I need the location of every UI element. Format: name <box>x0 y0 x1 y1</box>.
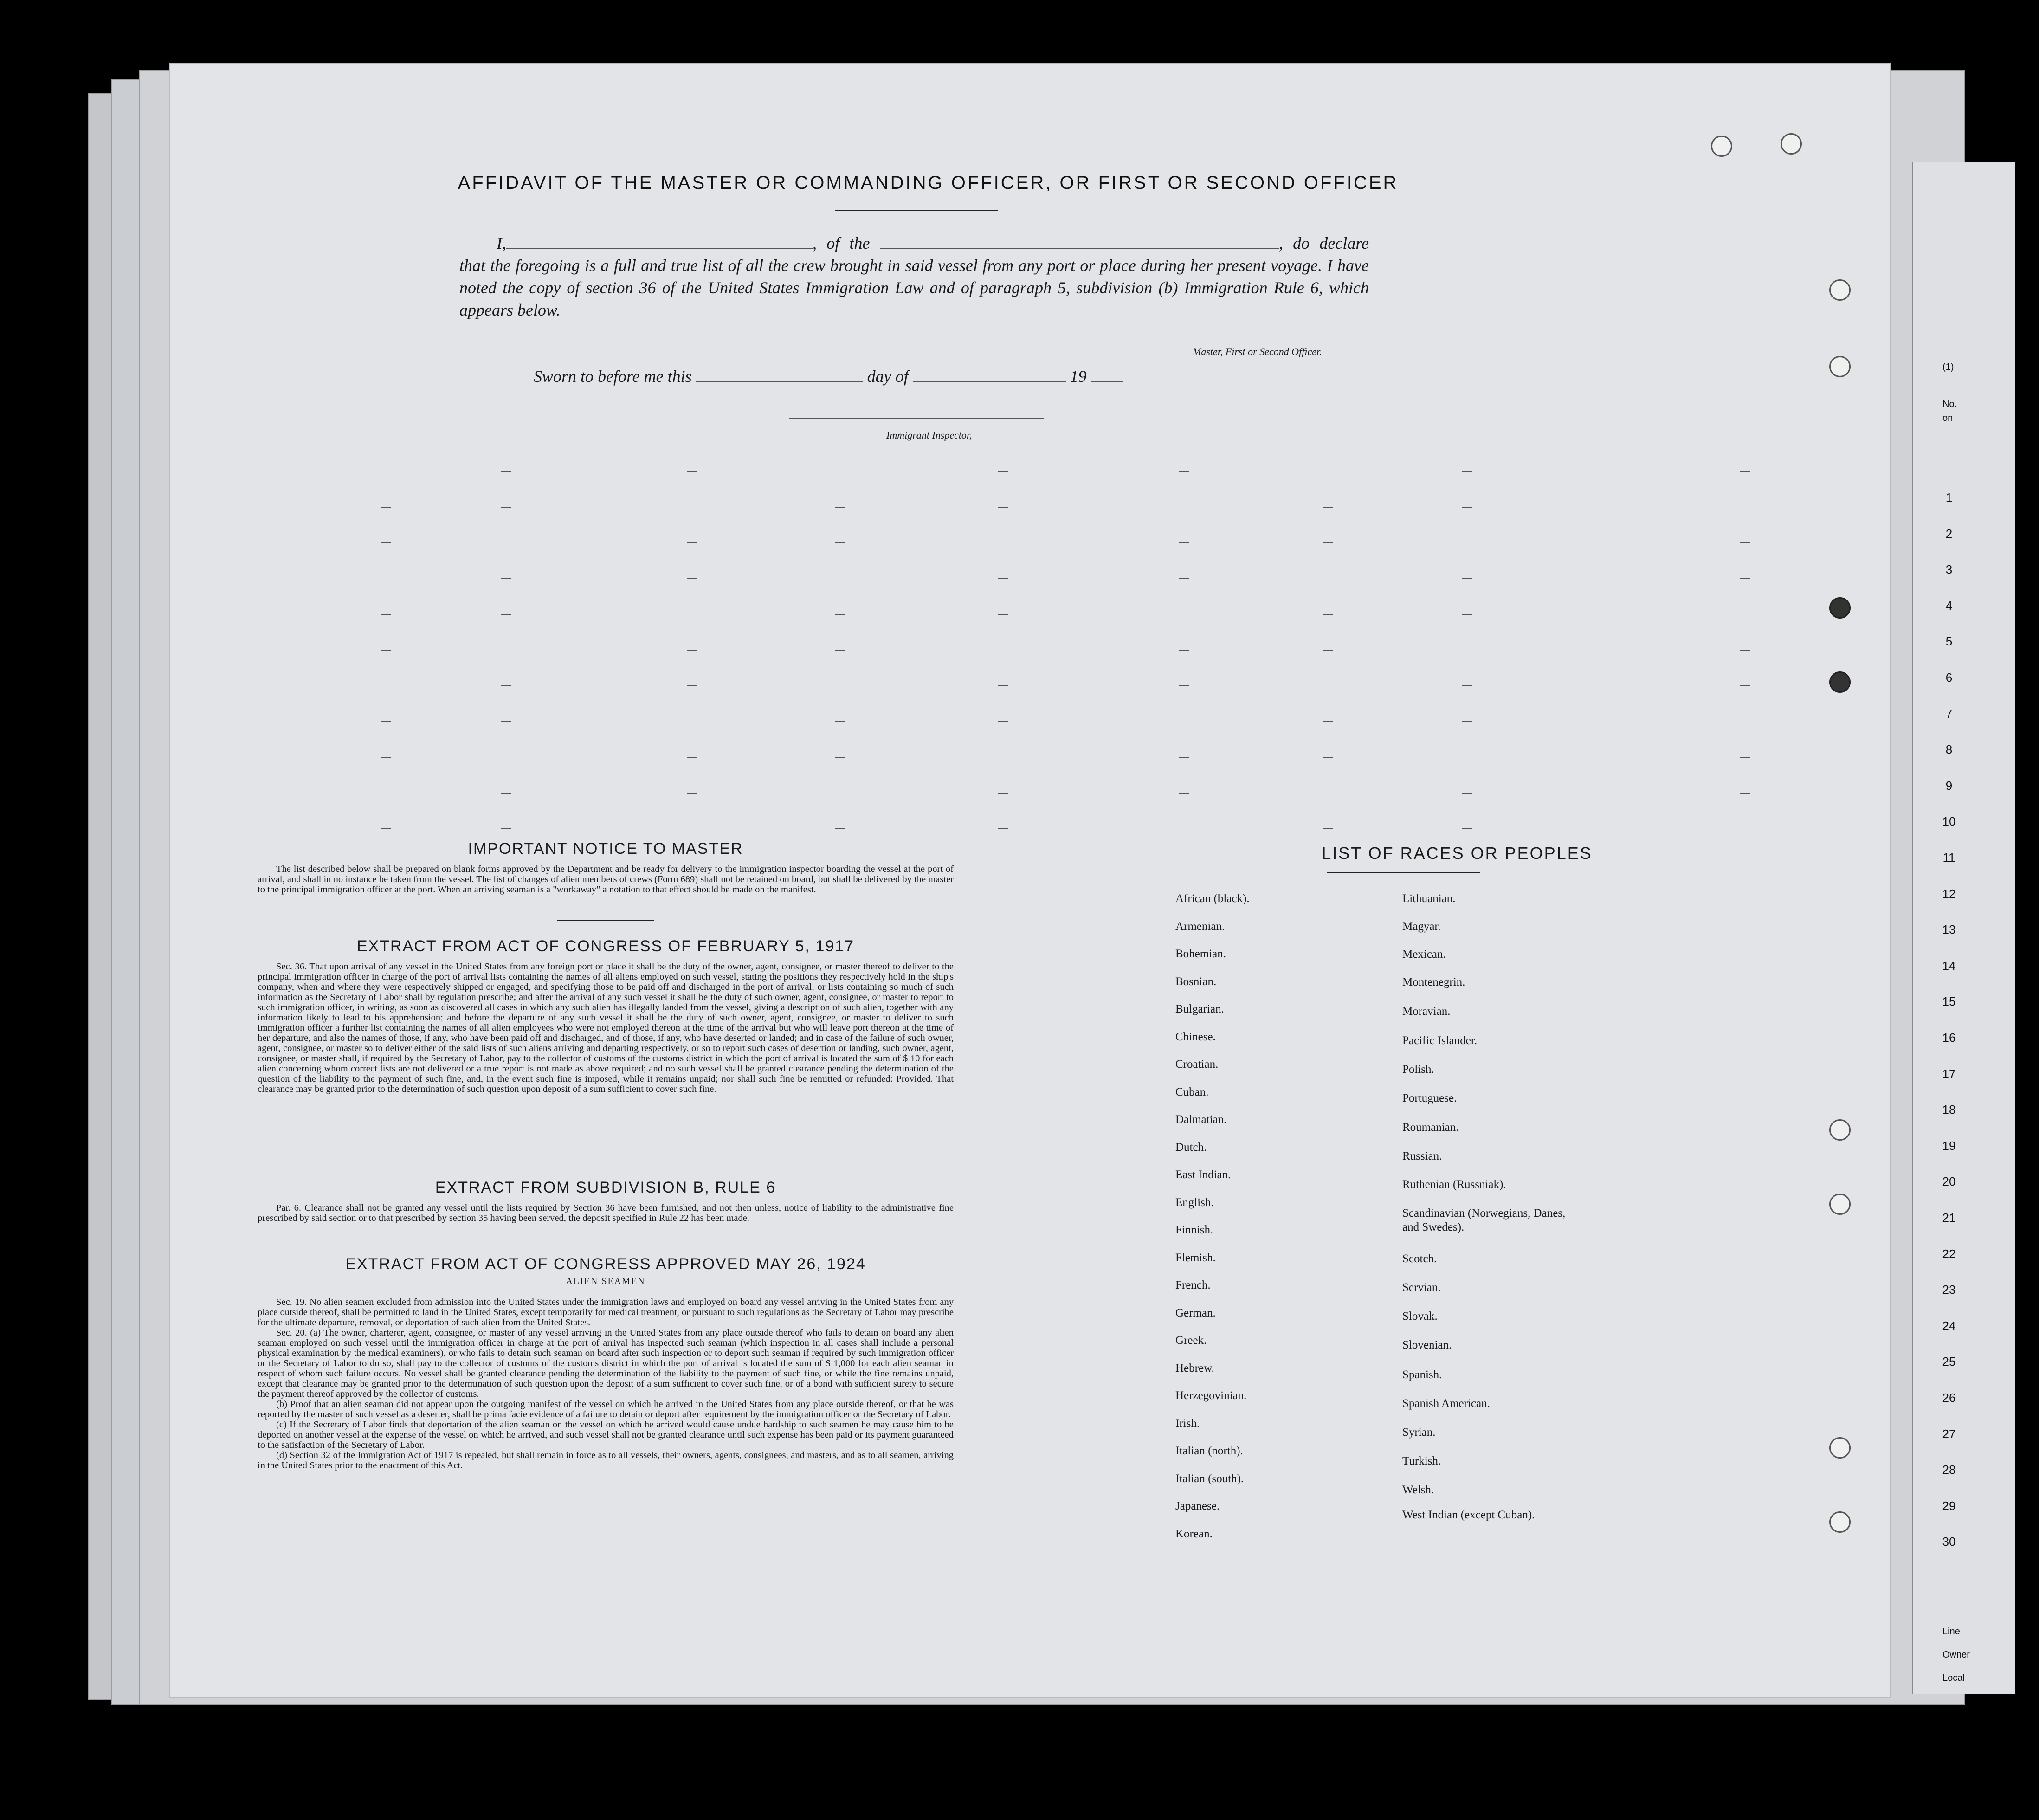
side-header-label: (1) <box>1942 362 1954 372</box>
extract-1917-title: EXTRACT FROM ACT OF CONGRESS OF FEBRUARY 5, 1917 <box>356 937 855 955</box>
title-underline <box>835 210 998 211</box>
ruled-dash <box>998 721 1008 722</box>
race-item: Servian. <box>1402 1281 1441 1294</box>
race-item: Magyar. <box>1402 920 1441 933</box>
ruled-dash <box>501 685 511 686</box>
affidavit-body: that the foregoing is a full and true list of all the crew brought in said vessel from any port or place during her present voyage. I have noted the copy of section 36 of the United States Immigration Law and of paragraph 5, subdivision (b) Immigration Rule 6, which appears below. <box>459 256 1369 319</box>
affidavit-do-declare: , do declare <box>1278 234 1369 252</box>
side-row-number: 22 <box>1942 1246 1956 1261</box>
race-item: Japanese. <box>1175 1500 1220 1512</box>
race-item: Spanish. <box>1402 1368 1442 1381</box>
race-item: English. <box>1175 1196 1214 1209</box>
race-item: East Indian. <box>1175 1168 1231 1181</box>
ruled-dash <box>1323 721 1333 722</box>
race-item: Chinese. <box>1175 1030 1216 1043</box>
sworn-day-blank[interactable] <box>696 367 863 382</box>
race-item: Pacific Islander. <box>1402 1034 1478 1047</box>
race-item: Mexican. <box>1402 948 1446 961</box>
race-item: Portuguese. <box>1402 1092 1457 1104</box>
side-row-number: 24 <box>1942 1318 1956 1333</box>
side-row-number: 17 <box>1942 1066 1956 1081</box>
ruled-dash <box>1179 685 1189 686</box>
ruled-dash <box>1740 757 1750 758</box>
punch-hole <box>1829 597 1851 619</box>
ruled-dash <box>1179 578 1189 579</box>
ruled-dash <box>835 828 845 829</box>
ruled-dash <box>998 828 1008 829</box>
ruled-dash <box>1323 507 1333 508</box>
ruled-dash <box>998 614 1008 615</box>
ruled-dash <box>1323 828 1333 829</box>
race-item: Dalmatian. <box>1175 1113 1227 1126</box>
ruled-dash <box>501 614 511 615</box>
races-title: LIST OF RACES OR PEOPLES <box>1322 844 1593 863</box>
race-item: Irish. <box>1175 1417 1200 1430</box>
alien-seamen-subtitle: ALIEN SEAMEN <box>566 1276 645 1286</box>
ruled-dash <box>1740 685 1750 686</box>
race-item: Turkish. <box>1402 1455 1441 1467</box>
vessel-blank[interactable] <box>880 234 1279 249</box>
punch-hole <box>1829 356 1851 377</box>
ruled-dash <box>1462 578 1472 579</box>
side-row-number: 19 <box>1942 1138 1956 1153</box>
race-item: Roumanian. <box>1402 1121 1459 1134</box>
ruled-dash <box>687 542 697 543</box>
race-item: Cuban. <box>1175 1085 1209 1098</box>
side-row-number: 1 <box>1945 490 1953 504</box>
ruled-dash <box>501 828 511 829</box>
ruled-dash <box>687 471 697 472</box>
ruled-dash <box>1323 757 1333 758</box>
ruled-dash <box>835 721 845 722</box>
side-footer-label: Owner <box>1942 1650 1970 1660</box>
race-item: Italian (south). <box>1175 1472 1244 1485</box>
side-row-number: 21 <box>1942 1211 1956 1225</box>
ruled-dash <box>835 757 845 758</box>
punch-hole <box>1829 279 1851 301</box>
side-row-number: 15 <box>1942 994 1956 1009</box>
extract-1924-paragraph: Sec. 20. (a) The owner, charterer, agent, consignee, or master of any vessel arriving in the United States from any place outside thereof who fails to detain on board any alien seaman employed on such vessel until the immigration officer in charge at the port of arrival has inspected such seaman (which inspection in all cases shall include a personal physical examination by the medical examiners), or who fails to detain such seaman on board after such inspection or to deport such seaman if required by such immigration officer or the Secretary of Labor to do so, shall pay to the collector of customs of the customs district in which the port of arrival is located the sum of $ 1,000 for each alien seaman in respect of whom such failure occurs. No vessel shall be granted clearance pending the determination of the liability to the payment of such fine, or while the fine remains unpaid, except that clearance may be granted prior to the determination of such question upon the deposit of a sum sufficient to cover such fine, or of a bond with sufficient surety to secure the payment thereof approved by the collector of customs. <box>258 1328 954 1399</box>
side-row-number: 12 <box>1942 886 1956 901</box>
race-item: Hebrew. <box>1175 1362 1214 1375</box>
day-of-text: day of <box>867 367 909 386</box>
punch-hole <box>1829 1119 1851 1141</box>
side-row-number: 4 <box>1945 598 1953 613</box>
punch-hole <box>1829 671 1851 693</box>
extract-1924-text <box>258 1297 954 1471</box>
race-item: Russian. <box>1402 1150 1442 1162</box>
extract-1924-paragraph: (d) Section 32 of the Immigration Act of 1917 is repealed, but shall remain in force as to all vessels, their owners, agents, consignees, and masters, and as to all seamen, arriving in the United States prior to the enactment of this Act. <box>258 1450 954 1471</box>
ruled-dash <box>835 650 845 651</box>
ruled-dash <box>1462 471 1472 472</box>
ruled-dash <box>1179 793 1189 794</box>
extract-rule6-paragraph: Par. 6. Clearance shall not be granted any vessel until the lists required by Section 36 have been furnished, and not then unless, notice of liability to the administrative fine prescribed by said section or to that prescribed by section 35 having been served, the deposit specified in Rule 22 has been made. <box>258 1203 954 1223</box>
ruled-dash <box>381 721 391 722</box>
extract-1917-text <box>258 962 954 1094</box>
side-row-number: 26 <box>1942 1391 1956 1405</box>
ruled-dash <box>998 507 1008 508</box>
affidavit-of-the: , of the <box>813 234 870 252</box>
side-manifest-sheet <box>1912 162 2015 1694</box>
ruled-dash <box>381 542 391 543</box>
side-row-number: 6 <box>1945 671 1953 684</box>
races-underline <box>1327 872 1480 873</box>
side-row-number: 25 <box>1942 1355 1956 1369</box>
race-item: Greek. <box>1175 1334 1207 1347</box>
ruled-dash <box>1323 650 1333 651</box>
side-row-number: 29 <box>1942 1498 1956 1513</box>
ruled-dash <box>1462 507 1472 508</box>
ruled-dash <box>1740 542 1750 543</box>
extract-1924-paragraph: (b) Proof that an alien seaman did not appear upon the outgoing manifest of the vessel on which he arrived in the United States from any place outside thereof, or that he was reported by the master of such vessel as a deserter, shall be prima facie evidence of a failure to detain or deport after requirement by the immigration officer or the Secretary of Labor. <box>258 1399 954 1420</box>
extract-rule6-text <box>258 1203 954 1223</box>
race-item: Bohemian. <box>1175 948 1226 960</box>
race-item: Moravian. <box>1402 1005 1451 1018</box>
side-row-number: 23 <box>1942 1283 1956 1297</box>
race-item: Scandinavian (Norwegians, Danes, and Swedes). <box>1402 1207 1566 1233</box>
ruled-dash <box>687 793 697 794</box>
ruled-dash <box>1179 757 1189 758</box>
ruled-dash <box>835 614 845 615</box>
extract-1924-title: EXTRACT FROM ACT OF CONGRESS APPROVED MAY 26, 1924 <box>345 1255 866 1273</box>
ruled-dash <box>381 828 391 829</box>
ruled-dash <box>501 471 511 472</box>
race-item: Italian (north). <box>1175 1445 1243 1457</box>
side-row-number: 30 <box>1942 1535 1956 1549</box>
side-row-number: 13 <box>1942 923 1956 937</box>
ruled-dash <box>501 507 511 508</box>
ruled-dash <box>998 793 1008 794</box>
sworn-text: Sworn to before me this <box>534 367 692 386</box>
ruled-dash <box>1179 542 1189 543</box>
ruled-dash <box>687 650 697 651</box>
affidavit-title: AFFIDAVIT OF THE MASTER OR COMMANDING OFFICER, OR FIRST OR SECOND OFFICER <box>458 173 1399 193</box>
ruled-dash <box>1179 471 1189 472</box>
name-blank[interactable] <box>506 234 813 249</box>
race-item: Syrian. <box>1402 1426 1436 1439</box>
side-row-number: 10 <box>1942 814 1956 829</box>
extract-rule6-title: EXTRACT FROM SUBDIVISION B, RULE 6 <box>435 1179 776 1196</box>
side-row-number: 11 <box>1942 851 1955 865</box>
affidavit-text <box>459 232 1369 321</box>
side-footer-label: Local <box>1942 1673 1965 1683</box>
race-item: Finnish. <box>1175 1224 1213 1236</box>
race-item: African (black). <box>1175 892 1250 905</box>
race-item: Croatian. <box>1175 1058 1219 1071</box>
inspector-signature-line <box>789 418 1044 419</box>
ruled-dash <box>501 578 511 579</box>
race-item: Slovenian. <box>1402 1339 1452 1351</box>
side-row-number: 9 <box>1945 778 1953 793</box>
side-row-number: 5 <box>1945 634 1953 649</box>
ruled-dash <box>687 578 697 579</box>
side-row-number: 18 <box>1942 1103 1956 1117</box>
year-text: 19 <box>1070 367 1087 386</box>
ruled-dash <box>381 614 391 615</box>
ruled-dash <box>1740 650 1750 651</box>
ruled-dash <box>1740 793 1750 794</box>
ruled-dash <box>1462 614 1472 615</box>
ruled-dash <box>1740 471 1750 472</box>
ruled-dash <box>998 578 1008 579</box>
ruled-dash <box>501 793 511 794</box>
ruled-dash <box>1179 650 1189 651</box>
ruled-dash <box>1323 542 1333 543</box>
master-signature-label: Master, First or Second Officer. <box>1193 346 1322 357</box>
race-item: Slovak. <box>1402 1310 1438 1323</box>
race-item: Welsh. <box>1402 1484 1434 1496</box>
side-row-number: 8 <box>1945 742 1953 757</box>
ruled-dash <box>381 757 391 758</box>
affidavit-i: I, <box>497 234 506 252</box>
race-item: Bosnian. <box>1175 975 1217 988</box>
ruled-dash <box>1740 578 1750 579</box>
ruled-dash <box>835 507 845 508</box>
notice-title: IMPORTANT NOTICE TO MASTER <box>468 840 743 858</box>
race-item: Armenian. <box>1175 920 1225 933</box>
side-row-number: 28 <box>1942 1463 1956 1477</box>
race-item: Spanish American. <box>1402 1397 1490 1410</box>
ruled-dash <box>835 542 845 543</box>
ruled-dash <box>1462 793 1472 794</box>
race-item: Polish. <box>1402 1063 1434 1076</box>
race-item: German. <box>1175 1306 1216 1319</box>
ruled-dash <box>687 685 697 686</box>
side-header-label: on <box>1942 413 1953 423</box>
punch-hole <box>1829 1194 1851 1215</box>
punch-hole <box>1829 1511 1851 1533</box>
notice-rule <box>557 920 654 921</box>
ruled-dash <box>381 650 391 651</box>
extract-1924-paragraph: Sec. 19. No alien seamen excluded from admission into the United States under the immigration laws and employed on board any vessel arriving in the United States from any place outside thereof, shall be permitted to land in the United States, except temporarily for medical treatment, or pursuant to such regulations as the Secretary of Labor may prescribe for the ultimate departure, removal, or deportation of such alien from the United States. <box>258 1297 954 1328</box>
ruled-dash <box>1323 614 1333 615</box>
race-item: Herzegovinian. <box>1175 1389 1247 1402</box>
ruled-dash <box>1462 828 1472 829</box>
ruled-dash <box>501 721 511 722</box>
side-row-number: 14 <box>1942 958 1956 973</box>
sworn-line <box>534 367 1123 386</box>
extract-1924-paragraph: (c) If the Secretary of Labor finds that deportation of the alien seaman on the vessel on which he arrived would cause undue hardship to such seamen he may cause him to be deported on another vessel at the expense of the vessel on which he arrived, and such vessel shall not be granted clearance until such expense has been paid or its payment guaranteed to the satisfaction of the Secretary of Labor. <box>258 1420 954 1450</box>
race-item: West Indian (except Cuban). <box>1402 1509 1535 1521</box>
ruled-dash <box>381 507 391 508</box>
race-item: Dutch. <box>1175 1141 1207 1154</box>
punch-hole <box>1781 133 1802 155</box>
race-item: Scotch. <box>1402 1252 1437 1265</box>
side-footer-label: Line <box>1942 1626 1960 1637</box>
ruled-dash <box>1462 685 1472 686</box>
race-item: Flemish. <box>1175 1251 1216 1264</box>
extract-1917-paragraph: Sec. 36. That upon arrival of any vessel in the United States from any foreign port or place it shall be the duty of the owner, agent, consignee, or master thereof to deliver to the principal immigration officer in charge of the port of arrival lists containing the names of all aliens employed on such vessel, stating the positions they respectively hold in the ship's company, when and where they were respectively shipped or engaged, and specifying those to be paid off and discharged in the port of arrival; or lists containing so much of such information as the Secretary of Labor shall by regulation prescribe; and after the arrival of any such vessel it shall be the duty of such owner, agent, consignee, or master to report to such immigration officer, in writing, as soon as discovered all cases in which any such alien has illegally landed from the vessel, giving a description of such alien, together with any information likely to lead to his apprehension; and before the departure of any such vessel it shall be the duty of such owner, agent, consignee, or master to deliver to such immigration officer a further list containing the names of all alien employees who were not employed thereon at the time of the arrival but who will leave port thereon at the time of her departure, and also the names of those, if any, who have been paid off and discharged, and of those, if any, who have deserted or landed; and in case of the failure of such owner, agent, consignee, or master so to deliver either of the said lists of such aliens arriving and departing respectively, or so to report such cases of desertion or landing, such owner, agent, consignee, or master shall, if required by the Secretary of Labor, pay to the collector of customs of the customs district in which the port of arrival is located the sum of $ 10 for each alien concerning whom correct lists are not delivered or a true report is not made as above required; and no such vessel shall be granted clearance pending the determination of the question of the liability to the payment of such fine, and, in the event such fine is imposed, while it remains unpaid; nor shall such fine be remitted or refunded: Provided. That clearance may be granted prior to the determination of such question upon deposit of a sum sufficient to cover such fine. <box>258 962 954 1094</box>
race-item: French. <box>1175 1279 1211 1291</box>
ruled-dash <box>998 471 1008 472</box>
ruled-dash <box>998 685 1008 686</box>
side-row-number: 2 <box>1945 526 1953 541</box>
side-row-number: 16 <box>1942 1031 1956 1045</box>
notice-text <box>258 864 954 895</box>
side-header-label: No. <box>1942 399 1957 409</box>
notice-paragraph: The list described below shall be prepared on blank forms approved by the Department and be ready for delivery to the immigration inspector boarding the vessel at the port of arrival, and shall in no instance be taken from the vessel. The list of changes of alien members of crews (Form 689) shall not be retained on board, but shall be delivered by the master to the principal immigration officer at the port. When an arriving seaman is a "workaway" a notation to that effect should be made on the manifest. <box>258 864 954 895</box>
ruled-dash <box>1462 721 1472 722</box>
race-item: Lithuanian. <box>1402 892 1456 905</box>
sworn-year-blank[interactable] <box>1091 367 1123 382</box>
side-row-number: 27 <box>1942 1426 1956 1441</box>
race-item: Bulgarian. <box>1175 1003 1224 1015</box>
ruled-dash <box>687 757 697 758</box>
side-row-number: 7 <box>1945 706 1953 721</box>
sworn-month-blank[interactable] <box>913 367 1066 382</box>
race-item: Montenegrin. <box>1402 976 1465 988</box>
side-row-number: 20 <box>1942 1175 1956 1189</box>
punch-hole <box>1711 136 1732 157</box>
race-item: Korean. <box>1175 1527 1213 1540</box>
punch-hole <box>1829 1437 1851 1459</box>
side-row-number: 3 <box>1945 562 1953 577</box>
inspector-label: Immigrant Inspector, <box>886 429 972 441</box>
race-item: Ruthenian (Russniak). <box>1402 1178 1506 1191</box>
